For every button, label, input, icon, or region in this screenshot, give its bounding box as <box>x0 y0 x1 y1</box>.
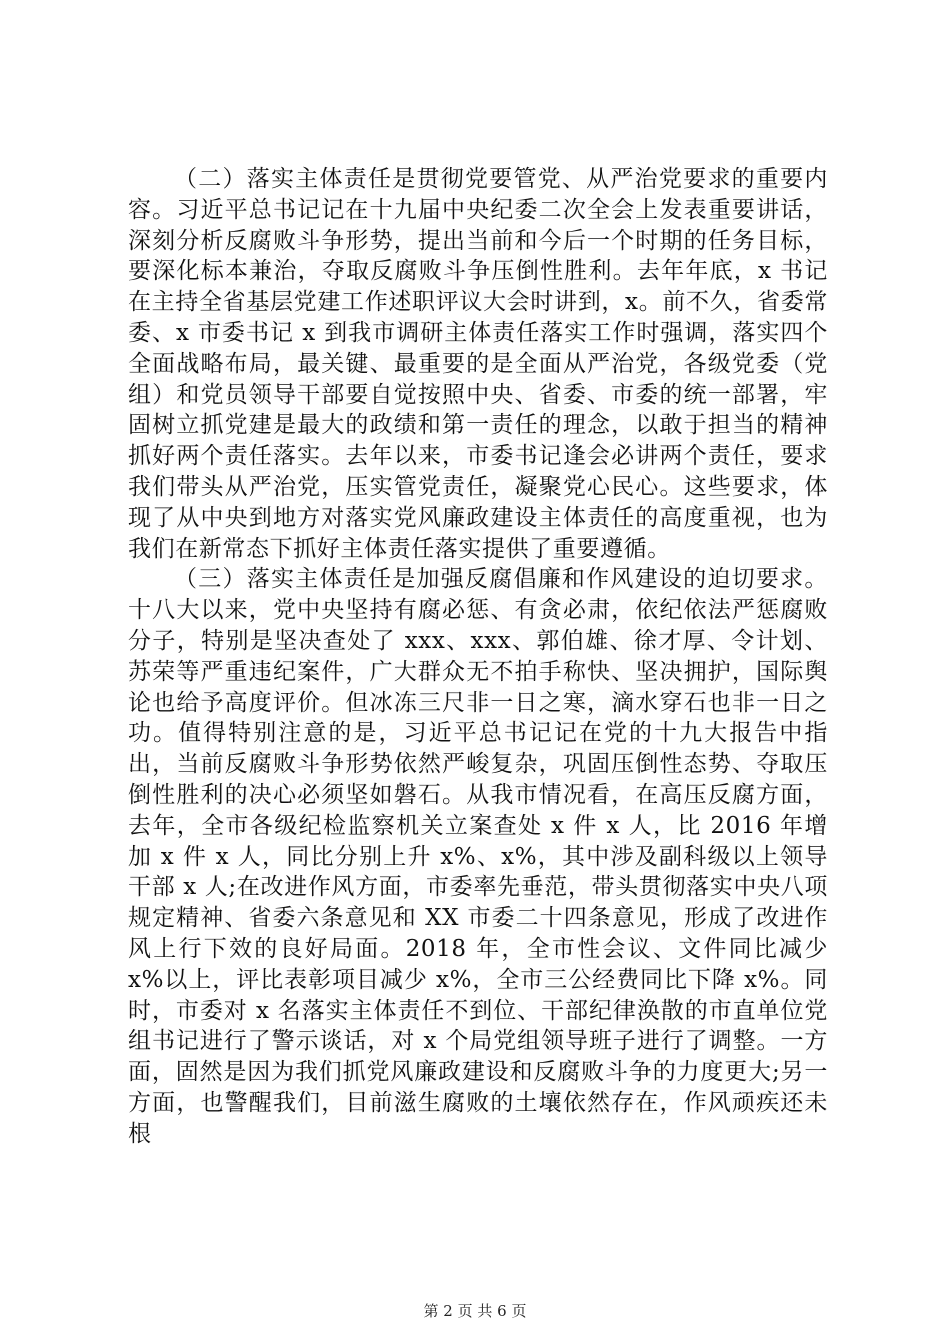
paragraph-section-two: （二）落实主体责任是贯彻党要管党、从严治党要求的重要内容。习近平总书记记在十九届中央纪委二次全会上发表重要讲话，深刻分析反腐败斗争形势，提出当前和今后一个时期的任务目标，要深化标本兼治，夺取反腐败斗争压倒性胜利。去年年底，x 书记在主持全省基层党建工作述职评议大会时讲到，x。前不久，省委常委、x 市委书记 x 到我市调研主体责任落实工作时强调，落实四个全面战略布局，最关键、最重要的是全面从严治党，各级党委（党组）和党员领导干部要自觉按照中央、省委、市委的统一部署，牢固树立抓党建是最大的政绩和第一责任的理念，以敢于担当的精神抓好两个责任落实。去年以来，市委书记逢会必讲两个责任，要求我们带头从严治党，压实管党责任，凝聚党心民心。这些要求，体现了从中央到地方对落实党风廉政建设主体责任的高度重视，也为我们在新常态下抓好主体责任落实提供了重要遵循。 <box>128 166 828 562</box>
document-body <box>128 164 828 1150</box>
page-number-footer: 第 2 页 共 6 页 <box>423 1302 527 1320</box>
paragraph-section-three: （三）落实主体责任是加强反腐倡廉和作风建设的迫切要求。十八大以来，党中央坚持有腐必惩、有贪必肃，依纪依法严惩腐败分子，特别是坚决查处了 xxx、xxx、郭伯雄、徐才厚、令计划、苏荣等严重违纪案件，广大群众无不拍手称快、坚决拥护，国际舆论也给予高度评价。但冰冻三尺非一日之寒，滴水穿石也非一日之功。值得特别注意的是，习近平总书记记在党的十九大报告中指出，当前反腐败斗争形势依然严峻复杂，巩固压倒性态势、夺取压倒性胜利的决心必须坚如磐石。从我市情况看，在高压反腐方面，去年，全市各级纪检监察机关立案查处 x 件 x 人，比 2016 年增加 x 件 x 人，同比分别上升 x%、x%，其中涉及副科级以上领导干部 x 人;在改进作风方面，市委率先垂范，带头贯彻落实中央八项规定精神、省委六条意见和 XX 市委二十四条意见，形成了改进作风上行下效的良好局面。2018 年，全市性会议、文件同比减少 x%以上，评比表彰项目减少 x%，全市三公经费同比下降 x%。同时，市委对 x 名落实主体责任不到位、干部纪律涣散的市直单位党组书记进行了警示谈话，对 x 个局党组领导班子进行了调整。一方面，固然是因为我们抓党风廉政建设和反腐败斗争的力度更大;另一方面，也警醒我们，目前滋生腐败的土壤依然存在，作风顽疾还未根 <box>128 566 828 1147</box>
